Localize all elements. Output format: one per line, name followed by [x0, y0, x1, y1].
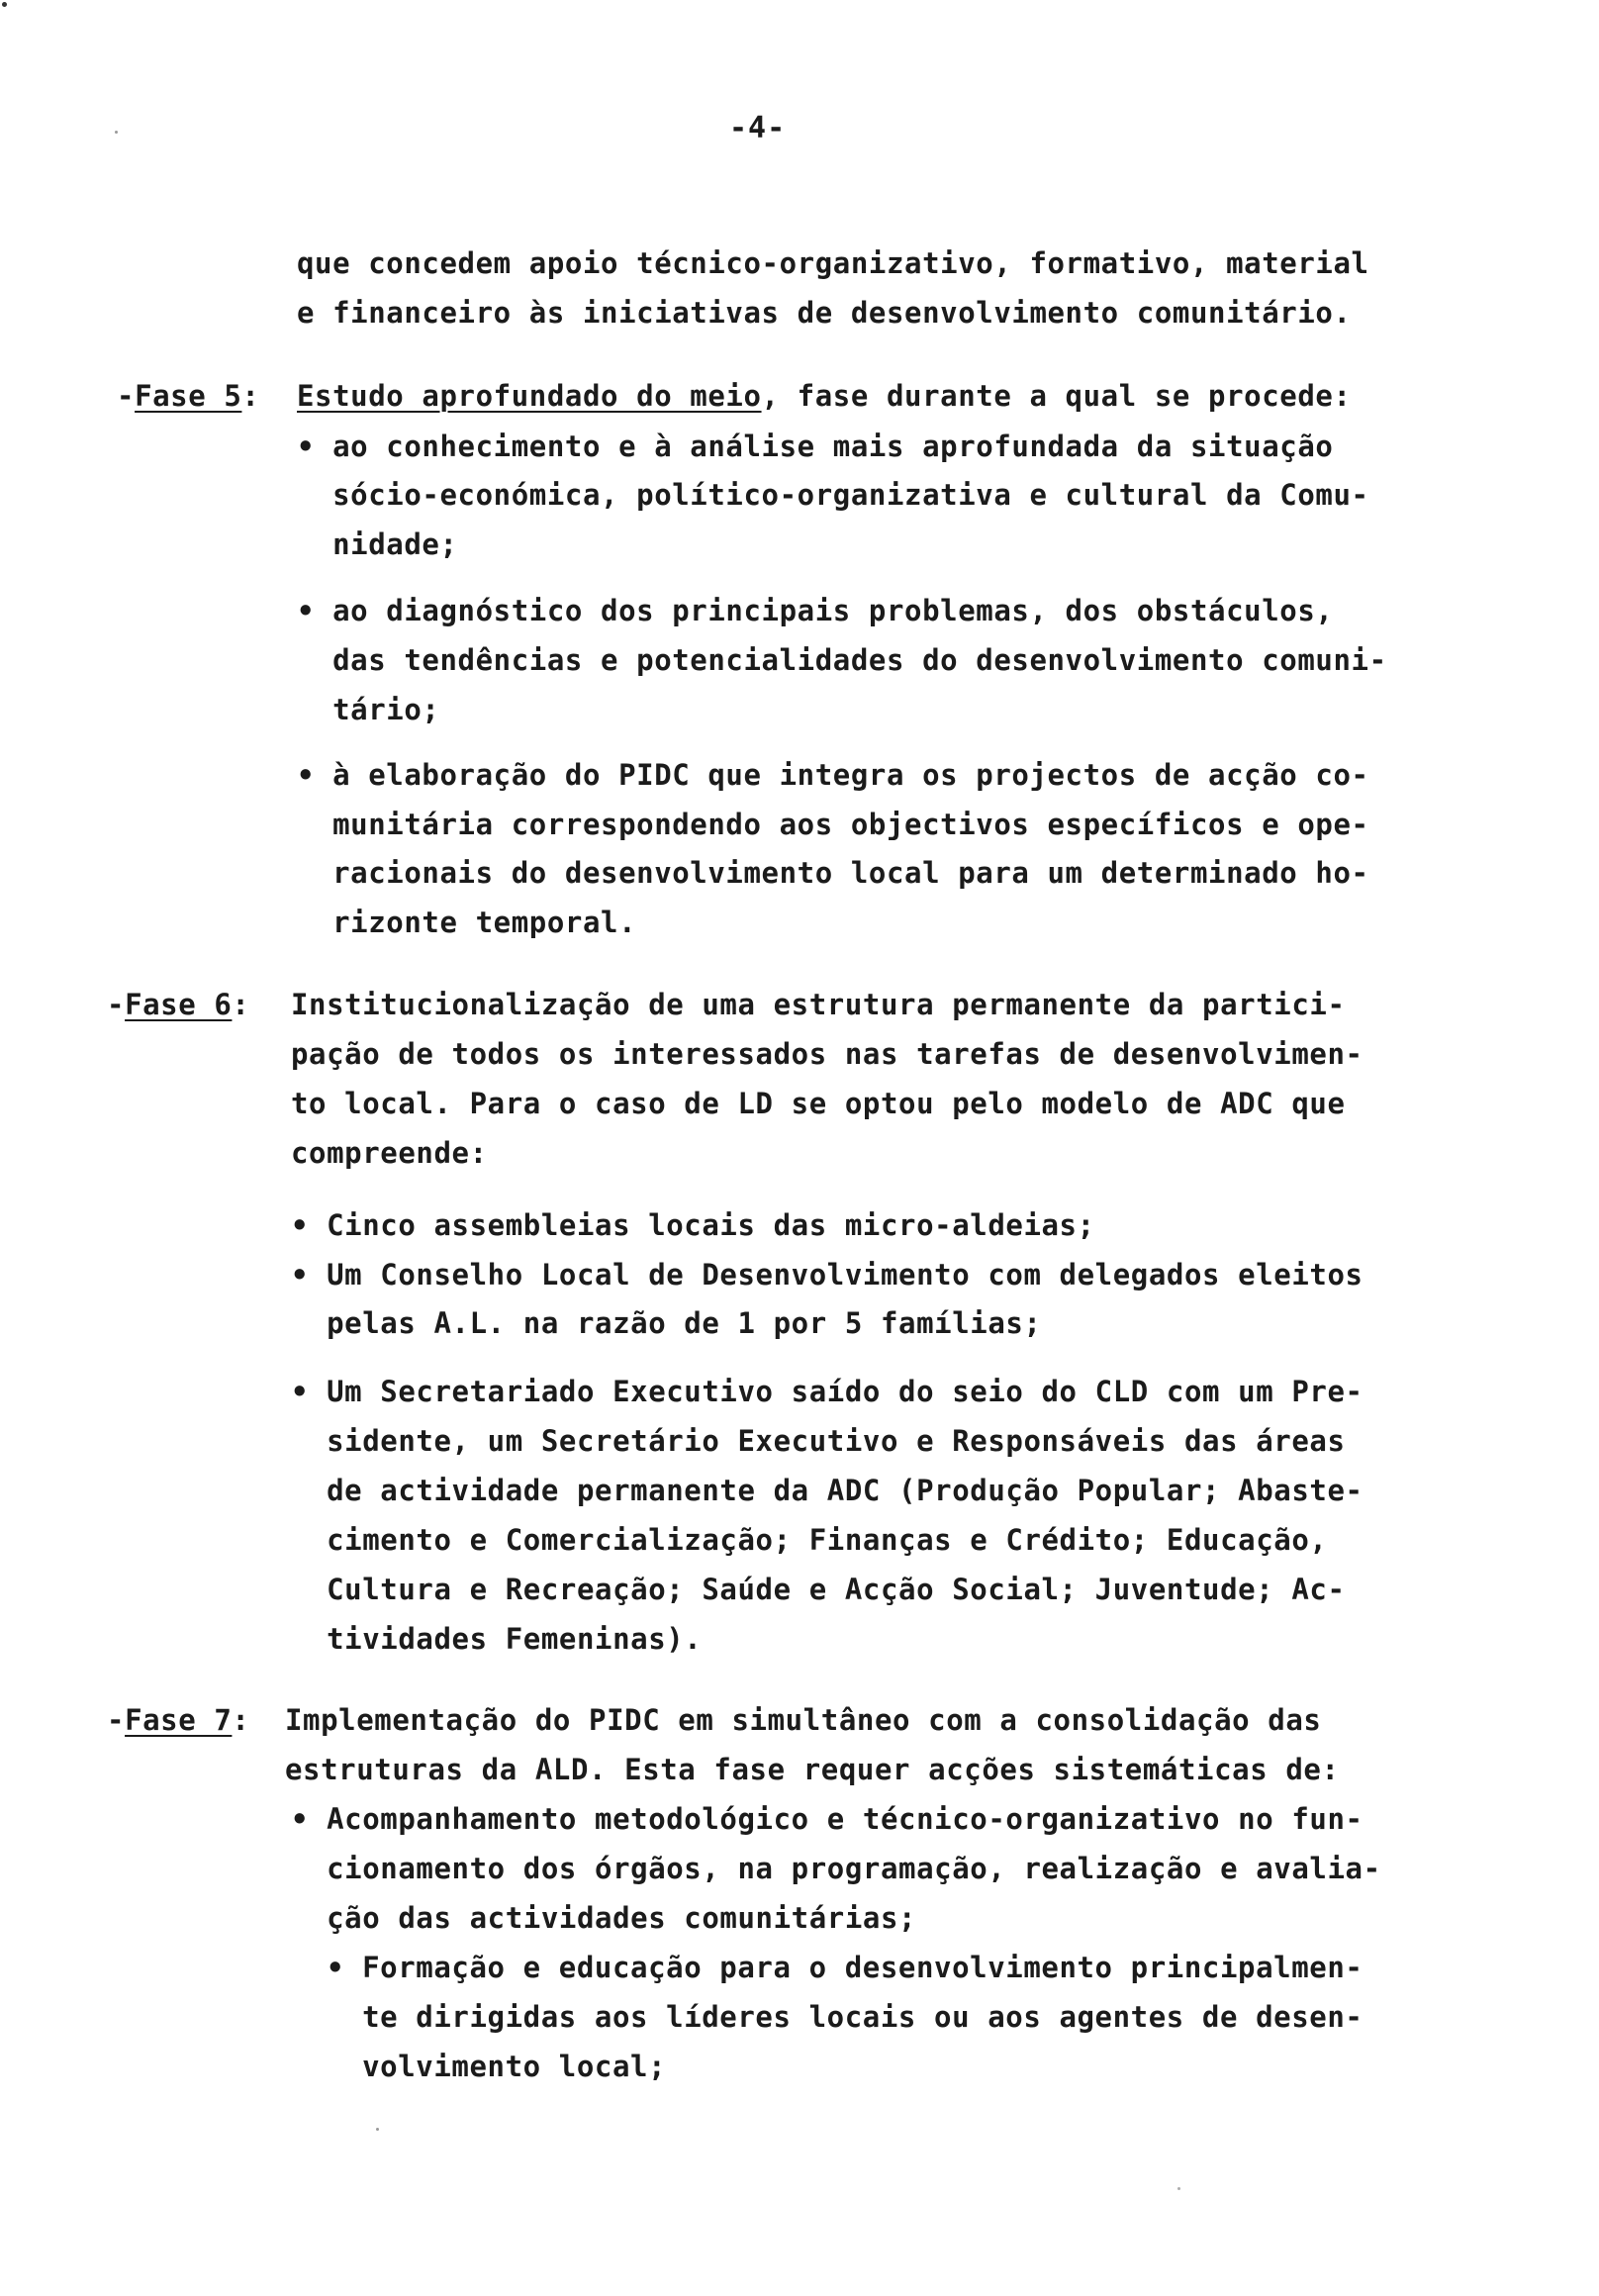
phase-7-text-line: estruturas da ALD. Esta fase requer acções sistemáticas de: [285, 1753, 1340, 1786]
phase-5-bullet-line: das tendências e potencialidades do desenvolvimento comuni- [297, 643, 1387, 677]
phase-colon: : [232, 1703, 250, 1737]
phase-7-bullet-line: ção das actividades comunitárias; [291, 1901, 917, 1935]
phase-7-bullet-line: • Acompanhamento metodológico e técnico-organizativo no fun- [291, 1802, 1364, 1836]
phase-7-label [107, 1700, 249, 1740]
phase-5-bullet-line: sócio-económica, político-organizativa e cultural da Comu- [297, 478, 1369, 512]
phase-6-bullet-line: • Um Conselho Local de Desenvolvimento com delegados eleitos [291, 1258, 1364, 1292]
phase-6-bullet-line: • Um Secretariado Executivo saído do seio do CLD com um Pre- [291, 1375, 1364, 1408]
phase-colon: : [232, 988, 250, 1021]
phase-6-text-line: Institucionalização de uma estrutura permanente da partici- [291, 988, 1346, 1021]
phase-5-bullet-line: • ao diagnóstico dos principais problemas, dos obstáculos, [297, 594, 1334, 627]
phase-6-title: Fase 6 [125, 988, 233, 1021]
phase-5-heading-rest: , fase durante a qual se procede: [761, 379, 1352, 413]
phase-5-title: Fase 5 [135, 379, 242, 413]
phase-5-bullet-line: nidade; [297, 527, 458, 561]
phase-6-bullet-line: pelas A.L. na razão de 1 por 5 famílias; [291, 1306, 1042, 1340]
phase-5-bullet-line: racionais do desenvolvimento local para um determinado ho- [297, 856, 1369, 890]
scan-speck [1177, 2187, 1180, 2190]
phase-7-bullet-line: te dirigidas aos líderes locais ou aos agentes de desen- [327, 2000, 1364, 2034]
phase-5-heading [297, 376, 1352, 416]
intro-line: e financeiro às iniciativas de desenvolvimento comunitário. [297, 296, 1352, 330]
phase-5-label [117, 376, 259, 416]
phase-6-text-line: pação de todos os interessados nas tarefas de desenvolvimen- [291, 1037, 1364, 1071]
phase-6-bullet-line: cimento e Comercialização; Finanças e Crédito; Educação, [291, 1523, 1328, 1557]
phase-dash: - [107, 1703, 126, 1737]
phase-6-bullet-line: • Cinco assembleias locais das micro-aldeias; [291, 1208, 1095, 1242]
phase-7-title: Fase 7 [125, 1703, 233, 1737]
phase-6-bullet-line: Cultura e Recreação; Saúde e Acção Social; Juventude; Ac- [291, 1573, 1346, 1606]
phase-dash: - [117, 379, 136, 413]
scan-speck [2, 2, 7, 7]
phase-7-text-line: Implementação do PIDC em simultâneo com a consolidação das [285, 1703, 1322, 1737]
phase-7-bullet-line: volvimento local; [327, 2050, 667, 2083]
phase-dash: - [107, 988, 126, 1021]
phase-5-bullet-line: tário; [297, 693, 440, 726]
scan-speck [115, 131, 118, 134]
phase-6-text-line: to local. Para o caso de LD se optou pelo modelo de ADC que [291, 1087, 1346, 1120]
phase-7-bullet-line: • Formação e educação para o desenvolvimento principalmen- [327, 1951, 1364, 1984]
scan-speck [376, 2128, 379, 2131]
phase-5-bullet-line: • à elaboração do PIDC que integra os projectos de acção co- [297, 758, 1369, 792]
page-number: -4- [729, 111, 787, 145]
intro-line: que concedem apoio técnico-organizativo, formativo, material [297, 246, 1369, 280]
phase-colon: : [241, 379, 260, 413]
phase-6-text-line: compreende: [291, 1136, 488, 1170]
phase-5-heading-underlined: Estudo aprofundado do meio [297, 379, 762, 413]
phase-5-bullet-line: • ao conhecimento e à análise mais aprofundada da situação [297, 430, 1334, 463]
phase-6-bullet-line: de actividade permanente da ADC (Produção Popular; Abaste- [291, 1474, 1364, 1507]
phase-7-bullet-line: cionamento dos órgãos, na programação, realização e avalia- [291, 1852, 1381, 1885]
phase-6-bullet-line: sidente, um Secretário Executivo e Responsáveis das áreas [291, 1424, 1346, 1458]
phase-5-bullet-line: rizonte temporal. [297, 906, 637, 939]
phase-6-bullet-line: tividades Femeninas). [291, 1622, 703, 1656]
phase-5-bullet-line: munitária correspondendo aos objectivos específicos e ope- [297, 808, 1369, 841]
phase-6-label [107, 985, 249, 1024]
